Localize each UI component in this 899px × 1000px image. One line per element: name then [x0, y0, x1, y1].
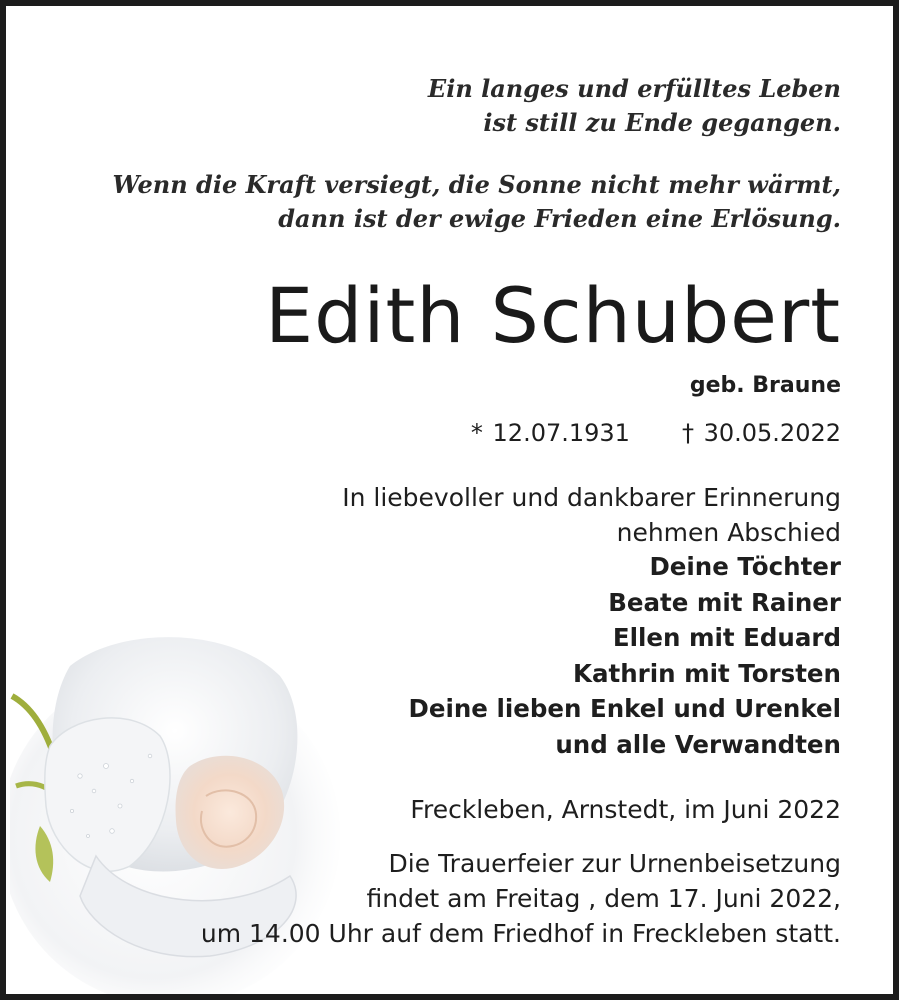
mourner-line: Deine lieben Enkel und Urenkel [408, 694, 841, 723]
life-dates [471, 416, 841, 450]
verse-line: Ein langes und erfülltes Leben [427, 74, 841, 103]
mourner-line: Deine Töchter [649, 552, 841, 581]
birth-name: geb. Braune [689, 373, 841, 398]
funeral-line: findet am Freitag , dem 17. Juni 2022, [366, 884, 841, 913]
mourner-line: Ellen mit Eduard [612, 623, 841, 652]
mourner-line: und alle Verwandten [555, 729, 841, 759]
mourner-line: Kathrin mit Torsten [572, 658, 841, 688]
birth-date: * 12.07.1931 [470, 419, 630, 447]
funeral-info [201, 846, 841, 951]
mourner-line: Beate mit Rainer [608, 587, 841, 617]
closing-verse [113, 168, 841, 236]
death-date: † 30.05.2022 [681, 419, 841, 447]
intro-line: In liebevoller und dankbarer Erinnerung [342, 483, 841, 512]
verse-line: Wenn die Kraft versiegt, die Sonne nicht mehr wärmt, [112, 170, 841, 199]
deceased-name: Edith Schubert [265, 271, 841, 360]
intro-line: nehmen Abschied [616, 518, 841, 547]
funeral-line: Die Trauerfeier zur Urnenbeisetzung [388, 849, 841, 878]
funeral-line: um 14.00 Uhr auf dem Friedhof in Freckleben statt. [200, 919, 841, 948]
place-and-date: Freckleben, Arnstedt, im Juni 2022 [410, 795, 841, 824]
verse-line: dann ist der ewige Frieden eine Erlösung. [278, 204, 841, 233]
verse-line: ist still zu Ende gegangen. [483, 108, 841, 137]
opening-verse [428, 72, 841, 140]
farewell-intro [342, 480, 841, 550]
mourners-list [409, 549, 841, 762]
